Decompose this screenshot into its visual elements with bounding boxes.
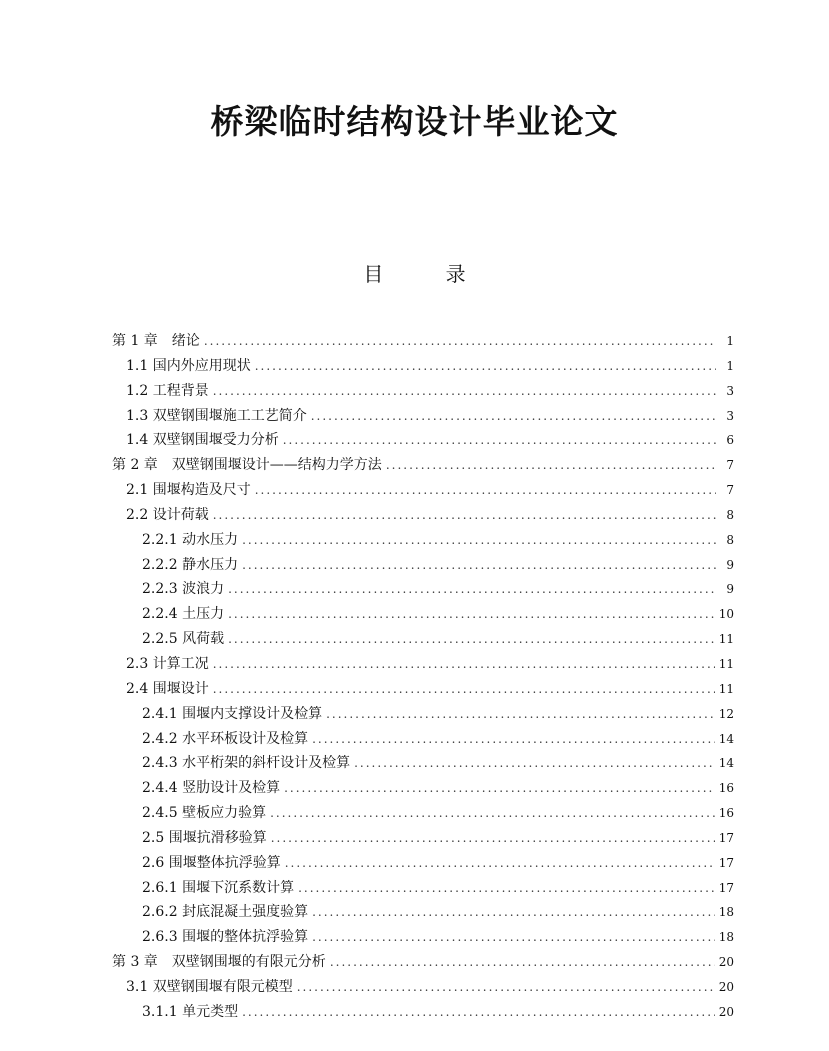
toc-leader-dots: [228, 577, 716, 601]
toc-entry[interactable]: [112, 652, 734, 677]
toc-entry[interactable]: [112, 354, 734, 379]
toc-entry[interactable]: [112, 528, 734, 553]
toc-entry[interactable]: [112, 751, 734, 776]
toc-leader-dots: [213, 677, 715, 701]
toc-entry[interactable]: [112, 826, 734, 851]
toc-leader-dots: [297, 975, 715, 999]
toc-entry[interactable]: [112, 876, 734, 901]
toc-entry-page: 1: [726, 358, 734, 373]
toc-entry-label: 第 3 章 双壁钢围堰的有限元分析: [112, 954, 326, 971]
toc-leader-dots: [311, 404, 716, 428]
toc-entry-label: 2.2 设计荷载: [126, 506, 209, 523]
toc-entry-page: 11: [718, 681, 734, 696]
toc-entry-page: 10: [718, 607, 734, 622]
toc-leader-dots: [204, 329, 716, 353]
toc-entry-label: 1.2 工程背景: [126, 382, 209, 399]
toc-entry[interactable]: [112, 776, 734, 801]
toc-entry-page: 3: [726, 408, 734, 423]
toc-leader-dots: [326, 702, 715, 726]
toc-entry-page: 16: [718, 806, 734, 821]
toc-entry[interactable]: [112, 453, 734, 478]
toc-leader-dots: [242, 553, 716, 577]
toc-entry-label: 2.6 围堰整体抗浮验算: [142, 854, 281, 871]
toc-entry-label: 2.6.3 围堰的整体抗浮验算: [142, 929, 309, 946]
toc-entry-page: 18: [718, 905, 734, 920]
toc-entry-label: 2.4.1 围堰内支撑设计及检算: [142, 705, 323, 722]
toc-entry-label: 2.2.3 波浪力: [142, 581, 225, 598]
toc-entry-label: 2.2.5 风荷载: [142, 631, 225, 648]
toc-entry[interactable]: [112, 478, 734, 503]
toc-entry-page: 14: [718, 756, 734, 771]
toc-entry[interactable]: [112, 702, 734, 727]
toc-entry-page: 17: [718, 880, 734, 895]
toc-entry-label: 3.1 双壁钢围堰有限元模型: [126, 978, 293, 995]
toc-entry[interactable]: [112, 577, 734, 602]
toc-entry-label: 第 1 章 绪论: [112, 333, 200, 349]
toc-leader-dots: [213, 652, 715, 676]
toc-entry-page: 7: [726, 458, 734, 473]
toc-entry-label: 2.4.2 水平环板设计及检算: [142, 730, 309, 747]
toc-entry[interactable]: [112, 404, 734, 429]
toc-leader-dots: [228, 627, 715, 651]
toc-leader-dots: [330, 950, 715, 974]
toc-entry-page: 7: [726, 483, 734, 498]
toc-leader-dots: [312, 727, 715, 751]
toc-entry[interactable]: [112, 602, 734, 627]
toc-leader-dots: [271, 826, 715, 850]
toc-entry-label: 2.2.4 土压力: [142, 606, 225, 623]
toc-entry-page: 20: [718, 979, 734, 994]
toc-entry[interactable]: [112, 329, 734, 354]
toc-heading: 目 录: [363, 262, 494, 286]
toc-entry[interactable]: [112, 379, 734, 404]
toc-leader-dots: [255, 354, 716, 378]
toc-entry-label: 2.6.2 封底混凝土强度验算: [142, 904, 309, 921]
toc-entry-label: 2.6.1 围堰下沉系数计算: [142, 879, 295, 896]
toc-leader-dots: [283, 428, 716, 452]
toc-entry-label: 2.4 围堰设计: [126, 680, 209, 697]
toc-entry-page: 9: [726, 557, 734, 572]
document-title: 桥梁临时结构设计毕业论文: [210, 102, 619, 141]
toc-leader-dots: [213, 379, 716, 403]
toc-entry[interactable]: [112, 851, 734, 876]
toc-entry-label: 2.3 计算工况: [126, 655, 209, 672]
toc-leader-dots: [255, 478, 716, 502]
toc-entry-page: 18: [718, 930, 734, 945]
toc-leader-dots: [312, 925, 715, 949]
toc-entry-label: 2.2.1 动水压力: [142, 531, 239, 548]
toc-entry-page: 17: [718, 830, 734, 845]
toc-entry-label: 2.2.2 静水压力: [142, 556, 239, 573]
toc-entry-page: 16: [718, 781, 734, 796]
toc-entry[interactable]: [112, 801, 734, 826]
toc-entry-page: 9: [726, 582, 734, 597]
toc-entry-page: 8: [726, 532, 734, 547]
toc-entry[interactable]: [112, 503, 734, 528]
toc-entry-page: 20: [718, 955, 734, 970]
toc-entry-page: 11: [718, 632, 734, 647]
toc-leader-dots: [284, 776, 715, 800]
toc-entry-label: 3.1.1 单元类型: [142, 1003, 239, 1020]
table-of-contents: [112, 329, 734, 1025]
toc-leader-dots: [298, 876, 715, 900]
toc-entry[interactable]: [112, 428, 734, 453]
toc-entry[interactable]: [112, 553, 734, 578]
toc-entry[interactable]: [112, 1000, 734, 1025]
toc-entry[interactable]: [112, 950, 734, 975]
toc-entry-page: 20: [718, 1004, 734, 1019]
toc-entry-page: 14: [718, 731, 734, 746]
toc-entry[interactable]: [112, 727, 734, 752]
toc-entry-label: 1.4 双壁钢围堰受力分析: [126, 432, 279, 449]
toc-entry-label: 1.3 双壁钢围堰施工工艺简介: [126, 407, 307, 424]
toc-entry-label: 1.1 国内外应用现状: [126, 357, 251, 374]
toc-entry[interactable]: [112, 677, 734, 702]
toc-entry-page: 12: [718, 706, 734, 721]
toc-entry-label: 2.4.3 水平桁架的斜杆设计及检算: [142, 755, 351, 772]
toc-leader-dots: [354, 751, 715, 775]
toc-leader-dots: [213, 503, 716, 527]
toc-entry-label: 2.5 围堰抗滑移验算: [142, 829, 267, 846]
toc-entry[interactable]: [112, 627, 734, 652]
toc-entry-page: 6: [726, 433, 734, 448]
toc-entry-page: 8: [726, 507, 734, 522]
toc-leader-dots: [386, 453, 716, 477]
toc-leader-dots: [285, 851, 715, 875]
toc-leader-dots: [242, 1000, 715, 1024]
toc-leader-dots: [270, 801, 715, 825]
toc-leader-dots: [312, 900, 715, 924]
toc-entry-label: 第 2 章 双壁钢围堰设计——结构力学方法: [112, 457, 382, 474]
toc-leader-dots: [228, 602, 715, 626]
toc-entry[interactable]: [112, 975, 734, 1000]
toc-entry-label: 2.1 围堰构造及尺寸: [126, 482, 251, 499]
toc-entry-page: 11: [718, 656, 734, 671]
toc-entry-label: 2.4.4 竖肋设计及检算: [142, 780, 281, 797]
toc-entry-page: 1: [726, 334, 734, 348]
toc-leader-dots: [242, 528, 716, 552]
toc-entry-page: 3: [726, 383, 734, 398]
toc-entry[interactable]: [112, 900, 734, 925]
toc-entry-label: 2.4.5 壁板应力验算: [142, 805, 267, 822]
toc-entry-page: 17: [718, 855, 734, 870]
toc-entry[interactable]: [112, 925, 734, 950]
